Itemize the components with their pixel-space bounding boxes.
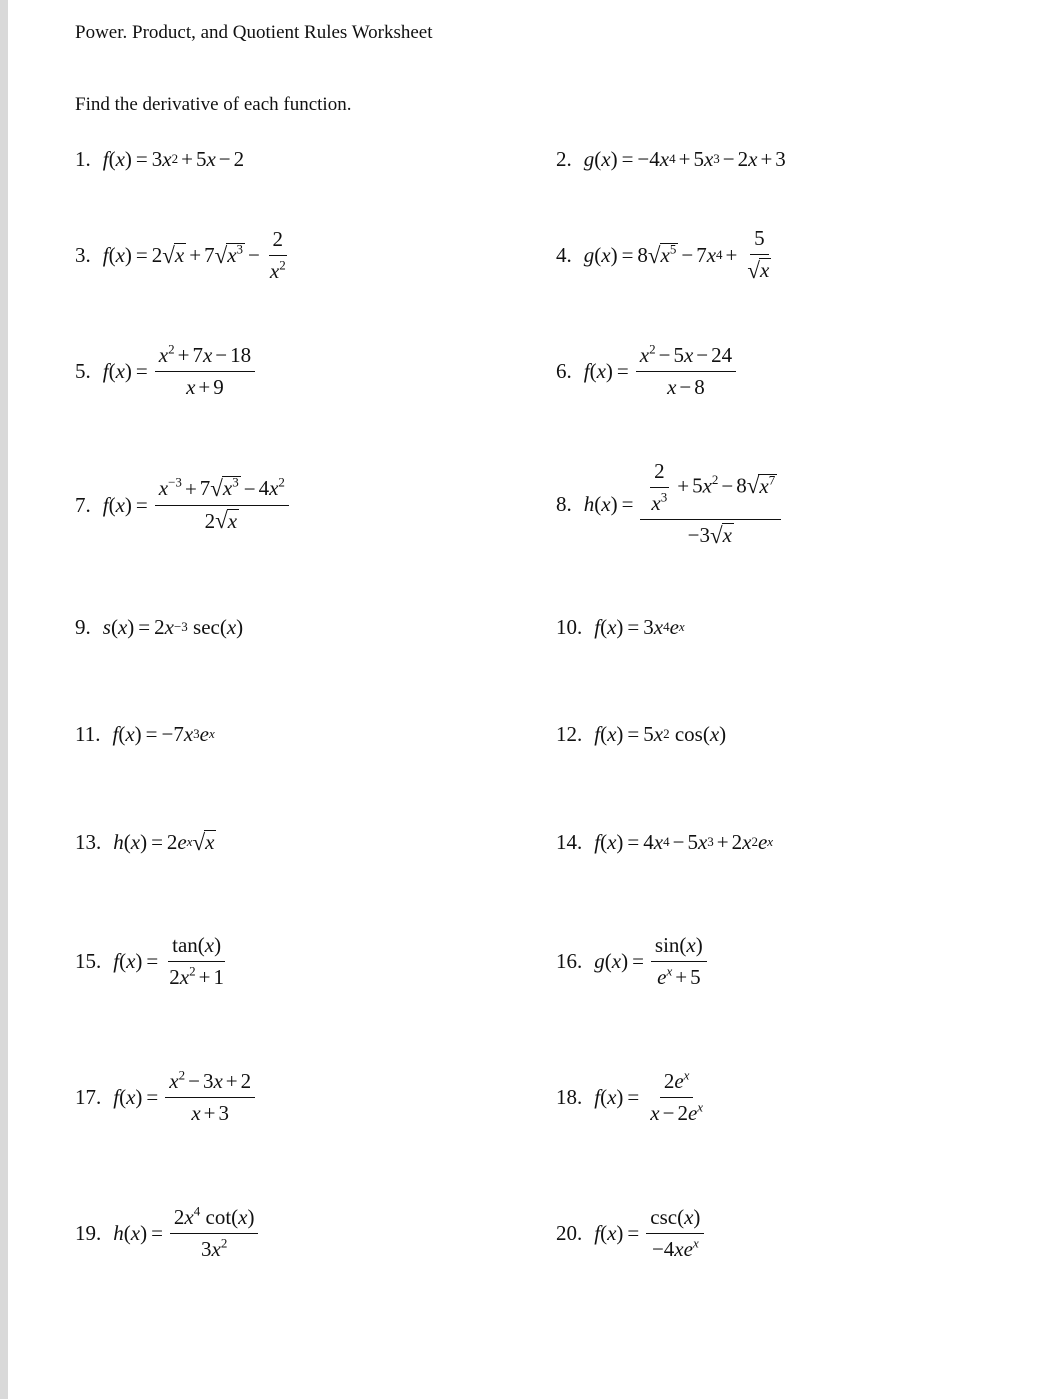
problem-number: 15. [75, 948, 102, 973]
problem-number: 4. [556, 242, 572, 267]
problem-14: 14. f ( x ) = 4 x 4 − 5 x 3 + 2 x 2 e x [556, 829, 774, 854]
problem-number: 10. [556, 614, 583, 639]
problem-16: 16. g ( x ) = $\frac{\sin(x)}{e^x + 5}$ [556, 924, 710, 998]
problem-7: 7. f ( x ) = $x^{-3} + 7$ √ $x^3$ − $4x^2$ 2 √ x [75, 468, 292, 542]
problem-6: 6. f ( x ) = $\frac{x^2 - 5x - 24}{x - 8}$ [556, 334, 739, 408]
problem-number: 18. [556, 1084, 583, 1109]
problem-5: 5. f ( x ) = $\frac{x^2 + 7x - 18}{x + 9}$ [75, 334, 258, 408]
problem-13: 13. h ( x ) = 2 e x √ x [75, 829, 215, 855]
problem-10: 10. f ( x ) = 3 x 4 e x [556, 614, 685, 639]
problem-17: 17. f ( x ) = $\frac{x^2 - 3x + 2}{x + 3}$ [75, 1060, 258, 1134]
problem-number: 3. [75, 242, 91, 267]
problem-9: 9. s ( x ) = 2 x −3 sec( x ) [75, 614, 244, 639]
problem-20: 20. f ( x ) = $\frac{\csc(x)}{-4xe^x}$ [556, 1196, 707, 1270]
problem-number: 2. [556, 146, 572, 171]
page-title: Power. Product, and Quotient Rules Worksheet [75, 22, 433, 43]
problem-1: 1. f ( x ) = 3 x 2 + 5 x − 2 [75, 146, 245, 171]
problem-2: 2. g ( x ) = −4 x 4 + 5 x 3 − 2 x + 3 [556, 146, 786, 171]
problem-number: 17. [75, 1084, 102, 1109]
problem-number: 13. [75, 829, 102, 854]
problem-number: 20. [556, 1220, 583, 1245]
worksheet-page [8, 0, 1053, 1399]
problem-number: 7. [75, 492, 91, 517]
problem-number: 14. [556, 829, 583, 854]
instructions: Find the derivative of each function. [75, 94, 352, 115]
problem-19: 19. h ( x ) = $\frac{2x^4 \cot(x)}{3x^2}$ [75, 1196, 261, 1270]
problem-12: 12. f ( x ) = 5 x 2 cos( x ) [556, 721, 727, 746]
problem-number: 19. [75, 1220, 102, 1245]
problem-15: 15. f ( x ) = $\frac{\tan(x)}{2x^2 + 1}$ [75, 932, 224, 989]
problem-number: 9. [75, 614, 91, 639]
problem-18: 18. f ( x ) = $\frac{2e^x}{x - 2e^x}$ [556, 1067, 704, 1125]
problem-number: 1. [75, 146, 91, 171]
problem-4: 4. g ( x ) = 8 √ $x^5$ − 7 x 4 + 5 √ x [556, 226, 770, 283]
problem-number: 5. [75, 358, 91, 383]
problem-11: 11. f ( x ) = −7 x 3 e x [75, 721, 215, 746]
problem-8: 8. h ( x ) = $\frac{2}{x^3}$ + $5x^2 - 8$ √ $x^7$ −3 √ x [556, 454, 784, 554]
problem-number: 11. [75, 721, 101, 746]
problem-number: 6. [556, 358, 572, 383]
problem-number: 16. [556, 948, 583, 973]
problem-3: 3. f ( x ) = 2 √ x + 7 √ $x^3$ − $\frac{2}{x^2}$ [75, 226, 286, 283]
problem-number: 12. [556, 721, 583, 746]
problem-number: 8. [556, 491, 572, 516]
